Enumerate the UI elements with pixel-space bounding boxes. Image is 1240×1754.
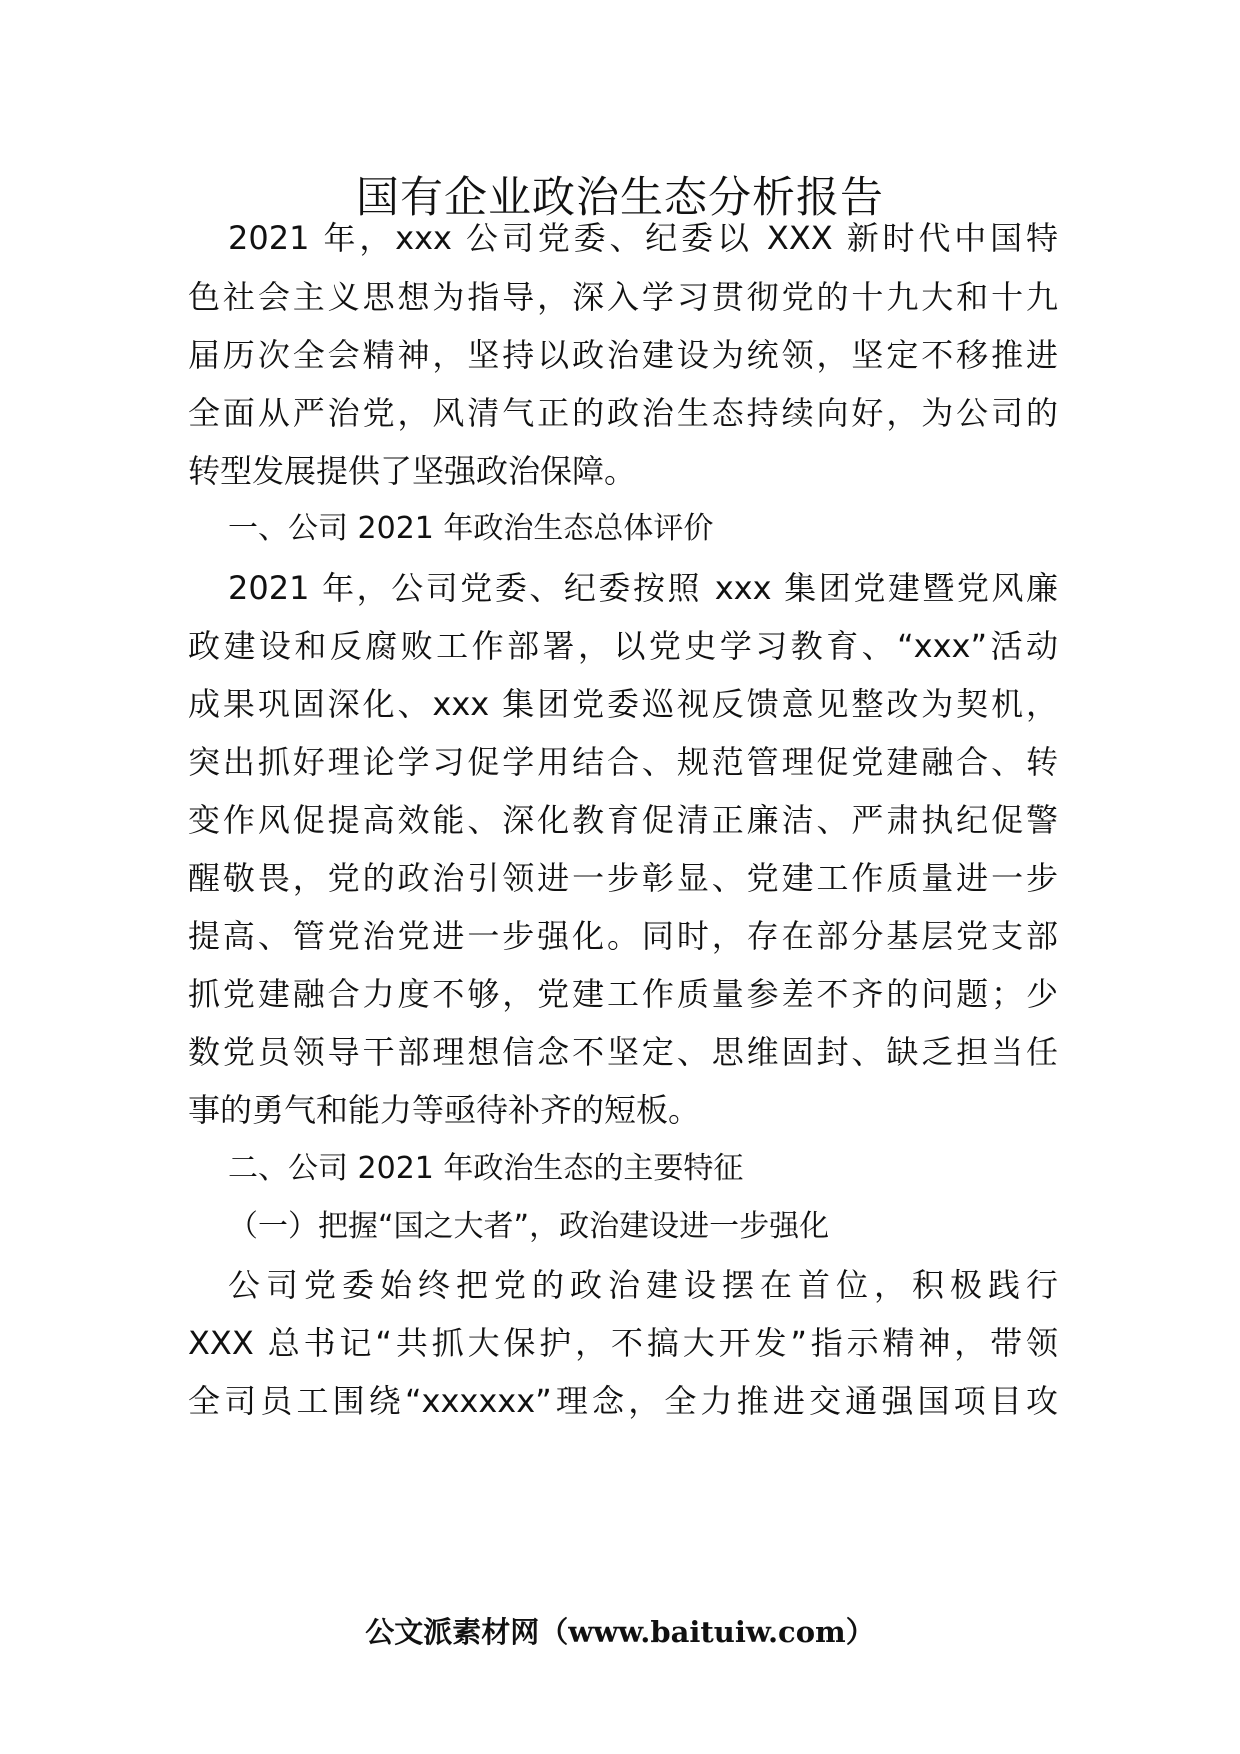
paragraph-2-line-5: 变作风促提高效能、深化教育促清正廉洁、严肃执纪促警 bbox=[188, 801, 1058, 839]
paragraph-2-line-8: 抓党建融合力度不够，党建工作质量参差不齐的问题；少 bbox=[188, 975, 1058, 1013]
subsection-heading-1: （一）把握“国之大者”，政治建设进一步强化 bbox=[228, 1209, 830, 1244]
paragraph-2-line-7: 提高、管党治党进一步强化。同时，存在部分基层党支部 bbox=[188, 917, 1058, 955]
paragraph-1-line-1: 2021 年，xxx 公司党委、纪委以 XXX 新时代中国特 bbox=[228, 219, 1058, 257]
paragraph-3-line-1: 公司党委始终把党的政治建设摆在首位，积极践行 bbox=[228, 1266, 1058, 1304]
paragraph-3-line-3: 全司员工围绕“xxxxxx”理念，全力推进交通强国项目攻 bbox=[188, 1382, 1058, 1420]
paragraph-1-line-5: 转型发展提供了坚强政治保障。 bbox=[188, 452, 637, 490]
paragraph-2-line-4: 突出抓好理论学习促学用结合、规范管理促党建融合、转 bbox=[188, 743, 1058, 781]
paragraph-2-line-1: 2021 年，公司党委、纪委按照 xxx 集团党建暨党风廉 bbox=[228, 569, 1058, 607]
paragraph-2-line-2: 政建设和反腐败工作部署，以党史学习教育、“xxx”活动 bbox=[188, 627, 1058, 665]
section-heading-1: 一、公司 2021 年政治生态总体评价 bbox=[228, 511, 714, 546]
paragraph-2-line-9: 数党员领导干部理想信念不坚定、思维固封、缺乏担当任 bbox=[188, 1033, 1058, 1071]
document-title: 国有企业政治生态分析报告 bbox=[356, 173, 884, 223]
paragraph-3-line-2: XXX 总书记“共抓大保护，不搞大开发”指示精神，带领 bbox=[188, 1324, 1058, 1362]
paragraph-2-line-10: 事的勇气和能力等亟待补齐的短板。 bbox=[188, 1091, 701, 1129]
paragraph-2-line-6: 醒敬畏，党的政治引领进一步彰显、党建工作质量进一步 bbox=[188, 859, 1058, 897]
paragraph-1-line-3: 届历次全会精神，坚持以政治建设为统领，坚定不移推进 bbox=[188, 336, 1058, 374]
footer-watermark: 公文派素材网（www.baituiw.com） bbox=[365, 1615, 875, 1649]
paragraph-2-line-3: 成果巩固深化、xxx 集团党委巡视反馈意见整改为契机， bbox=[188, 685, 1058, 723]
paragraph-1-line-2: 色社会主义思想为指导，深入学习贯彻党的十九大和十九 bbox=[188, 278, 1058, 316]
paragraph-1-line-4: 全面从严治党，风清气正的政治生态持续向好，为公司的 bbox=[188, 394, 1058, 432]
section-heading-2: 二、公司 2021 年政治生态的主要特征 bbox=[228, 1151, 744, 1186]
